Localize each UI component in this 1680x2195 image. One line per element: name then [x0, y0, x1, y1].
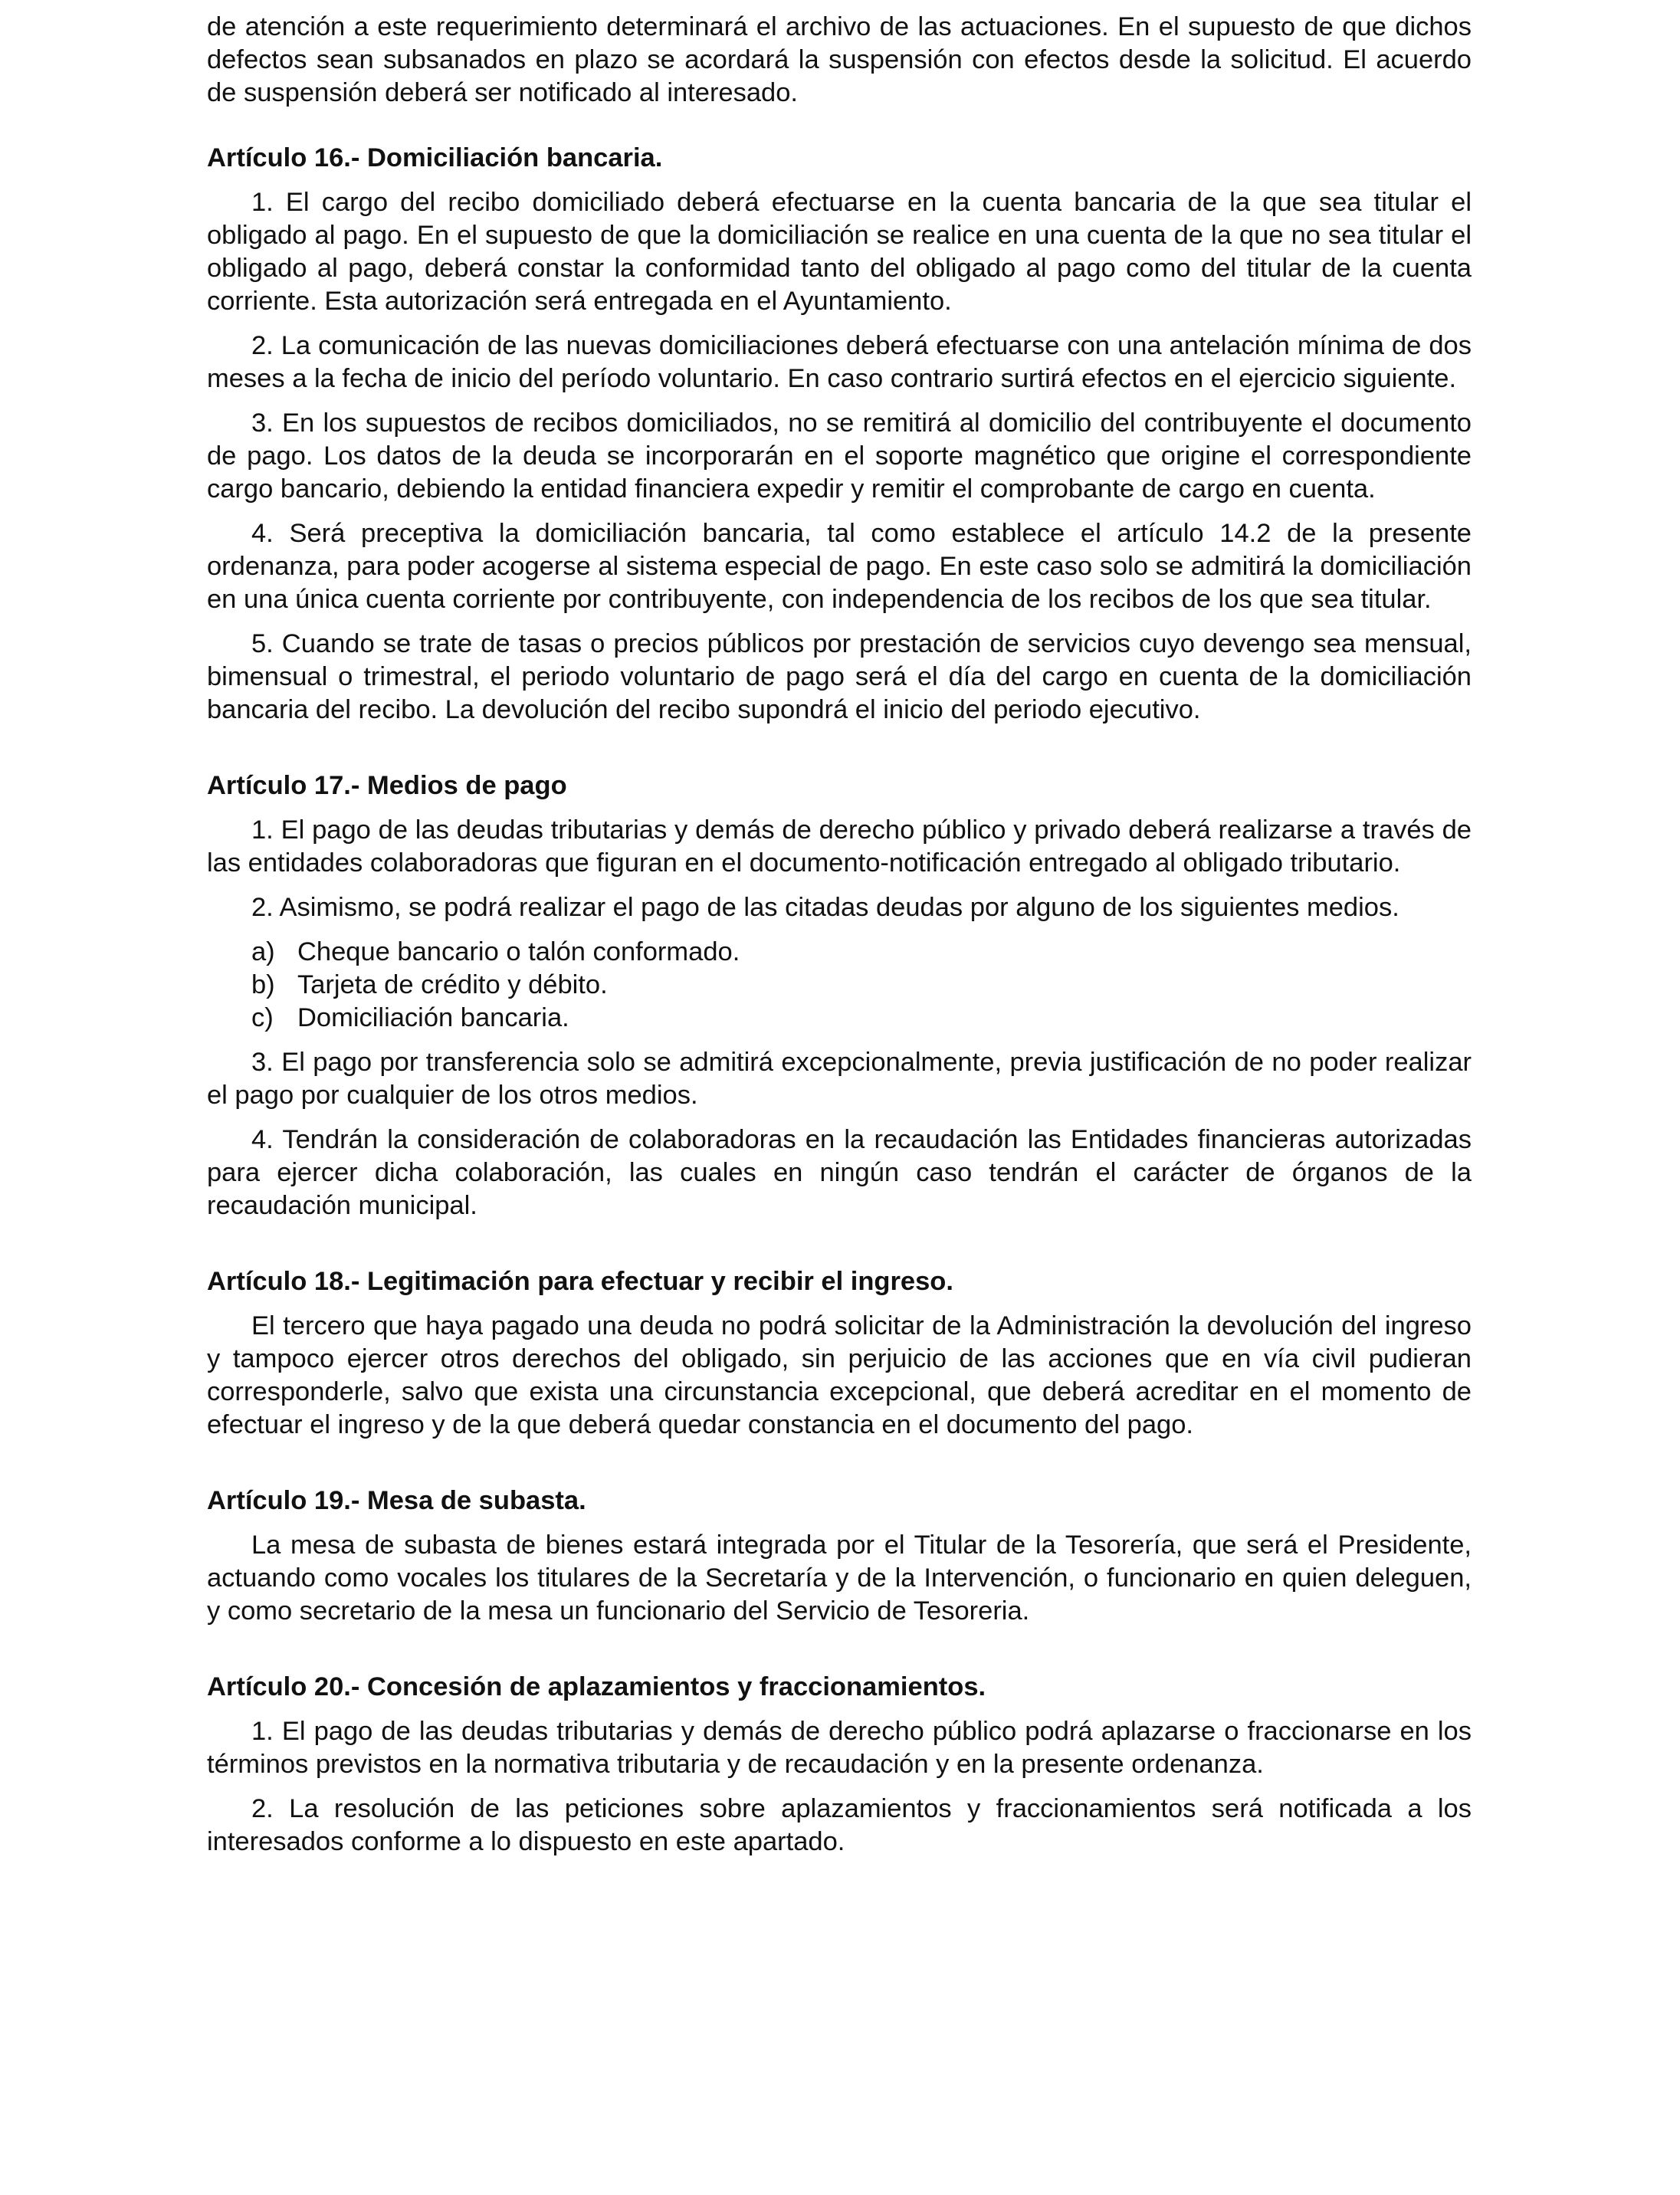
- list-item: [207, 1002, 1472, 1035]
- list-item: [207, 969, 1472, 1002]
- article-16-paragraph-1: 1. El cargo del recibo domiciliado deberá efectuarse en la cuenta bancaria de la que sea titular el obligado al pago. En el supuesto de que la domiciliación se realice en una cuenta de la que no sea titular el obligado al pago, deberá constar la conformidad tanto del obligado al pago como del titular de la cuenta corriente. Esta autorización será entregada en el Ayuntamiento.: [207, 188, 1472, 316]
- article-18-heading: Artículo 18.- Legitimación para efectuar y recibir el ingreso.: [207, 1267, 953, 1296]
- article-20-heading: Artículo 20.- Concesión de aplazamientos y fraccionamientos.: [207, 1672, 986, 1701]
- list-item-text: Cheque bancario o talón conformado.: [297, 937, 740, 966]
- article-17-paragraph-2: 2. Asimismo, se podrá realizar el pago de las citadas deudas por alguno de los siguientes medios.: [251, 893, 1399, 922]
- article-19-heading: Artículo 19.- Mesa de subasta.: [207, 1486, 586, 1515]
- payment-methods-list: [207, 936, 1472, 1035]
- article-16-heading: Artículo 16.- Domiciliación bancaria.: [207, 143, 663, 172]
- document-page: [207, 11, 1472, 1870]
- article-19-paragraph-1: La mesa de subasta de bienes estará integrada por el Titular de la Tesorería, que será el Presidente, actuando como vocales los titulares de la Secretaría y de la Intervención, o funcionario en quien deleguen, y como secretario de la mesa un funcionario del Servicio de Tesoreria.: [207, 1531, 1472, 1626]
- list-item-marker: b): [251, 970, 275, 999]
- list-item-marker: c): [251, 1003, 274, 1032]
- list-item-marker: a): [251, 937, 275, 966]
- article-16-paragraph-2: 2. La comunicación de las nuevas domiciliaciones deberá efectuarse con una antelación mínima de dos meses a la fecha de inicio del período voluntario. En caso contrario surtirá efectos en el ejercicio siguiente.: [207, 331, 1472, 393]
- article-18-paragraph-1: El tercero que haya pagado una deuda no podrá solicitar de la Administración la devolución del ingreso y tampoco ejercer otros derechos del obligado, sin perjuicio de las acciones que en vía civil pudieran corresponderle, salvo que exista una circunstancia excepcional, que deberá acreditar en el momento de efectuar el ingreso y de la que deberá quedar constancia en el documento del pago.: [207, 1311, 1472, 1439]
- list-item-text: Tarjeta de crédito y débito.: [297, 970, 608, 999]
- list-item: [207, 936, 1472, 969]
- article-17-paragraph-4: 4. Tendrán la consideración de colaboradoras en la recaudación las Entidades financieras autorizadas para ejercer dicha colaboración, las cuales en ningún caso tendrán el carácter de órganos de la recaudación municipal.: [207, 1125, 1472, 1220]
- intro-paragraph: de atención a este requerimiento determinará el archivo de las actuaciones. En el supuesto de que dichos defectos sean subsanados en plazo se acordará la suspensión con efectos desde la solicitud. El acuerdo de suspensión deberá ser notificado al interesado.: [207, 12, 1472, 107]
- article-17-paragraph-1: 1. El pago de las deudas tributarias y demás de derecho público y privado deberá realizarse a través de las entidades colaboradoras que figuran en el documento-notificación entregado al obligado tributario.: [207, 815, 1472, 878]
- article-17-paragraph-3: 3. El pago por transferencia solo se admitirá excepcionalmente, previa justificación de no poder realizar el pago por cualquier de los otros medios.: [207, 1048, 1472, 1110]
- article-16-paragraph-3: 3. En los supuestos de recibos domiciliados, no se remitirá al domicilio del contribuyente el documento de pago. Los datos de la deuda se incorporarán en el soporte magnético que origine el correspondiente cargo bancario, debiendo la entidad financiera expedir y remitir el comprobante de cargo en cuenta.: [207, 408, 1472, 504]
- article-17-heading: Artículo 17.- Medios de pago: [207, 771, 567, 800]
- article-16-paragraph-4: 4. Será preceptiva la domiciliación bancaria, tal como establece el artículo 14.2 de la presente ordenanza, para poder acogerse al sistema especial de pago. En este caso solo se admitirá la domiciliación en una única cuenta corriente por contribuyente, con independencia de los recibos de los que sea titular.: [207, 519, 1472, 614]
- article-20-paragraph-1: 1. El pago de las deudas tributarias y demás de derecho público podrá aplazarse o fraccionarse en los términos previstos en la normativa tributaria y de recaudación y en la presente ordenanza.: [207, 1717, 1472, 1779]
- article-20-paragraph-2: 2. La resolución de las peticiones sobre aplazamientos y fraccionamientos será notificada a los interesados conforme a lo dispuesto en este apartado.: [207, 1794, 1472, 1856]
- article-16-paragraph-5: 5. Cuando se trate de tasas o precios públicos por prestación de servicios cuyo devengo sea mensual, bimensual o trimestral, el periodo voluntario de pago será el día del cargo en cuenta de la domiciliación bancaria del recibo. La devolución del recibo supondrá el inicio del periodo ejecutivo.: [207, 629, 1472, 724]
- list-item-text: Domiciliación bancaria.: [297, 1003, 569, 1032]
